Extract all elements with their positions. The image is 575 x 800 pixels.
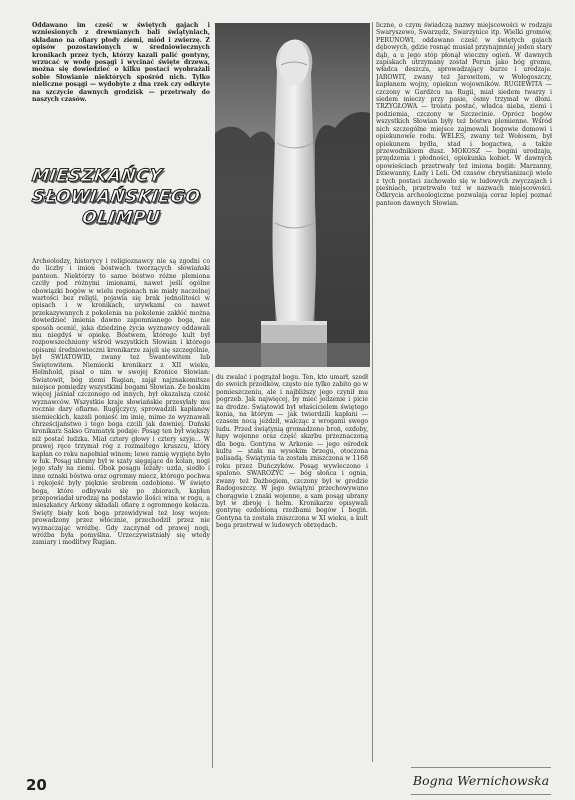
article-column-middle: du zwalać i pogrążał bogu. Ten, kto umarł, szedł do swoich przodków, często nie tylko zabito go w pomieszczeniu, ale i najbliższy jego czynił mu pogrzeb. Jak najwięcej, by mieć jedzenie i picie na drodze. Świątowid był właścicielem świętego konia, na którym — jak twierdzili kapłani — czasem nocą jeździł, walcząc z wrogami swego ludu. Przed świątynią gromadzono broń, ozdoby, łupy wojenne oraz część skarbu przeznaczoną dla boga. Gontyna w Arkonie — jego ośrodek kultu — stała na wysokim brzegu, otoczona palisadą. Świątynia ta została zniszczona w 1168 roku przez Duńczyków. Posąg wywleczono i spalono. SWAROŻYC — bóg słońca i ognia, zwany też Dażbogiem, czczony był w grodzie Radogoszczy. W jego świątyni przechowywano chorągwie i znaki wojenne, a sam posąg ubrany był w zbroję i hełm. Kronikarze opisywali gontynę ozdobioną rzeźbami bogów i bogiń. Gontyna ta została zniszczona w XI wieku, a kult boga przetrwał w ludowych obrzędach. <box>216 374 368 530</box>
column-divider <box>372 22 373 762</box>
title-line-1: MIESZKAŃCY <box>30 166 164 186</box>
title-line-3: OLIMPU <box>80 208 162 228</box>
statue-image <box>215 23 370 367</box>
intro-text: Oddawano im cześć w świętych gajach i wzniesionych z drewnianych bali świątyniach, składano na ofiary płody ziemi, miód i zwierzę. Z opisów pozostawionych w średniowiecznych kronikach przez tych, którzy kazali palić gontyny, wrzucać w wodę posągi i wycinać święte drzewa, można się dowiedzieć o kilku postaci wyobrażali sobie Słowianie niektórych spośród nich. Tylko nieliczne posągi — wydobyte z dna rzek czy odkryte na szczycie dawnych grodzisk — przetrwały do naszych czasów. <box>32 22 210 104</box>
column-divider <box>212 374 213 768</box>
title-line-2: SŁOWIAŃSKIEGO <box>30 187 202 207</box>
article-column-right: liczne, o czym świadczą nazwy miejscowości w rodzaju Swaryszewo, Swarzędz, Swarzynice itp. Wielki gromów, PERUNOWI, oddawano cześć w świętych gajach dębowych, gdzie rosnąć musiał przynajmniej jeden stary dąb, a u jego stóp płonął wieczny ogień. W dawnych zapiskach utrzymany został Perun jako bóg gromu, władca deszczu, sprowadzający burze i urodzaje. JAROWIT, zwany też Jarowitem, w Wołogoszczy, kapłanem wojny, opiekun wojowników. RUGIEWITA — czczony w Gardźcu na Rugii, miał siedem twarzy i siedem mieczy przy pasie, ósmy trzymał w dłoni. TRZYGŁOWA — troista postać, władca nieba, ziemi i podziemia, czczony w Szczecinie. Oprócz bogów wszystkich Słowian były też bóstwa plemienne. Wśród nich szczególne miejsce zajmowali bogowie domowi i opiekunowie rodu. WELES, zwany też Wołosem, był opiekunem bydła, stad i bogactwa, a także przewodnikiem dusz. MOKOSZ — bogini urodzaju, przędzenia i płodności, opiekunka kobiet. W dawnych opowieściach przetrwały też imiona bogiń: Marzanny, Dziewanny, Łady i Leli. Od czasów chrystianizacji wiele z tych postaci zachowało się w ludowych zwyczajach i pieśniach, przetrwało też w nazwach miejscowości. Odkrycia archeologiczne pozwalają coraz lepiej poznać panteon dawnych Słowian. <box>376 22 552 207</box>
article-title <box>32 166 210 250</box>
article-column-left: Archeolodzy, historycy i religioznawcy nie są zgodni co do liczby i imion bóstwach tworzących słowiański panteon. Niektórzy to samo bóstwo różne plemiona czciły pod różnymi imionami, nawet jeśli ogólne obowiązki bogów w wielu regionach nie miały naczelnej wartości bez religii, pojawia się brak jednolitości w opisach i w kronikach, urywkami co nawet przekazywanych z pokolenia na pokolenie zakłóć można dowiedzieć imienia dawno zapomnianego boga, nie sposób ocenić, jaka dziedzinę życia wyznawcy oddawali mu niegdyś w opiekę. Bóstwem, którego kult był rozpowszechniony wśród wszystkich Słowian i którego opisami średniowieczni kronikarze zajęli się szczególnie, był ŚWIATOWID, zwany też Swantewitem lub Świętowitem. Niemiecki kronikarz z XII wieku, Helmhold, pisał o nim w swojej Kronice Słowian: Światowit, bóg ziemi Rugian, zajął najznakomitsze miejsce pomiędzy wszystkimi bogami Słowian. Ze boskim więcej jaśniał czczonego od innych, był okazalszą cześć wyznawców. Wszystkie kraje słowiańskie przesyłały mu rocznie dary ofiarne. Rugijczycy, sprowadzili kapłanów niemieckich, kazali ponieść im imię, mimo że wyznawali chrześcijaństwo i tego boga czcili jak dawniej. Duński kronikarz Sakso Gramatyk podaje: Posąg ten był większy niż postać ludzka. Miał cztery głowy i cztery szyje... W prawej ręce trzymał róg z rozmaitego kruszcu, który kapłan co roku napełniał winem; lewe ramię wygięte było w łuk. Posąg ubrany był w szaty sięgające do kolan, nogi jego stały na ziemi. Obok posągu leżały: uzda, siodło i inne oznaki bóstwa oraz ogromny miecz, którego pochwa i rękojeść były pięknie srebrem ozdobione. W święto boga, które odbywało się po zbiorach, kapłan przepowiadał urodzaj na podstawie ilości wina w rogu, a mieszkańcy Arkony składali ofiarę z ogromnego kołacza. Święty biały koń boga przewidywał też losy wojen: prowadzony przez włócznie, przechodził przez nie wyznaczając wróżbę. Gdy zaczynał od prawej nogi, wróżba była pomyślna. Urzeczywistniały się wtedy zamiary i modlitwy Rugian. <box>32 258 210 547</box>
author-signature: Bogna Wernichowska <box>411 767 551 795</box>
page-number: 20 <box>26 776 47 794</box>
statue-photo <box>215 23 370 367</box>
